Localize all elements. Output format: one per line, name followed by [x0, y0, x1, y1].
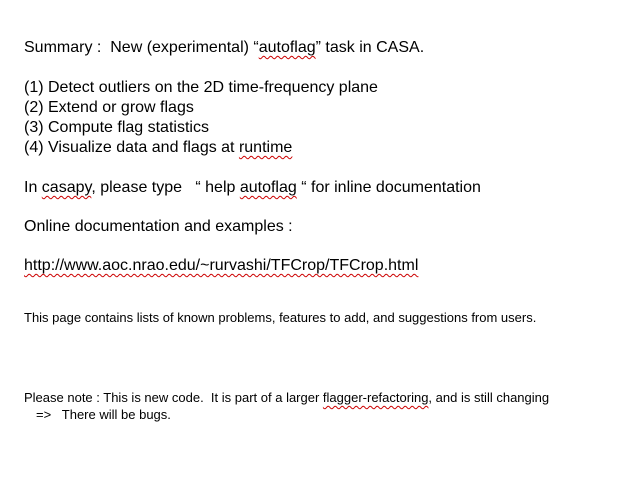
capability-1: (1) Detect outliers on the 2D time-frequency plane — [24, 79, 378, 96]
note-suffix: , and is still changing — [428, 390, 550, 405]
page-contents-note: This page contains lists of known problems, features to add, and suggestions from users. — [24, 310, 537, 325]
autoflag-word-2: autoflag — [239, 179, 297, 196]
casapy-word: casapy — [41, 179, 92, 196]
capability-4 — [24, 138, 292, 158]
capability-3: (3) Compute flag statistics — [24, 119, 209, 136]
note-line-2: => There will be bugs. — [36, 407, 171, 422]
autoflag-word: autoflag — [258, 39, 316, 56]
summary-suffix: ” task in CASA. — [315, 39, 425, 56]
casapy-suffix: “ for inline documentation — [296, 179, 481, 196]
refactoring-word: flagger-refactoring — [322, 390, 429, 405]
capability-2: (2) Extend or grow flags — [24, 99, 194, 116]
note-line-1 — [24, 389, 549, 406]
casapy-help-line — [24, 178, 481, 198]
note-prefix: Please note : This is new code. It is part of a larger — [24, 390, 323, 405]
capability-4-prefix: (4) Visualize data and flags at — [24, 139, 239, 156]
online-docs-label: Online documentation and examples : — [24, 218, 293, 235]
casapy-prefix: In — [24, 179, 42, 196]
docs-url[interactable] — [24, 256, 418, 276]
summary-prefix: Summary : New (experimental) “ — [24, 39, 259, 56]
summary-line — [24, 38, 424, 58]
casapy-middle: , please type “ help — [91, 179, 240, 196]
docs-url-link[interactable]: http://www.aoc.nrao.edu/~rurvashi/TFCrop/TFCrop.html — [24, 257, 419, 274]
runtime-word: runtime — [238, 139, 293, 156]
